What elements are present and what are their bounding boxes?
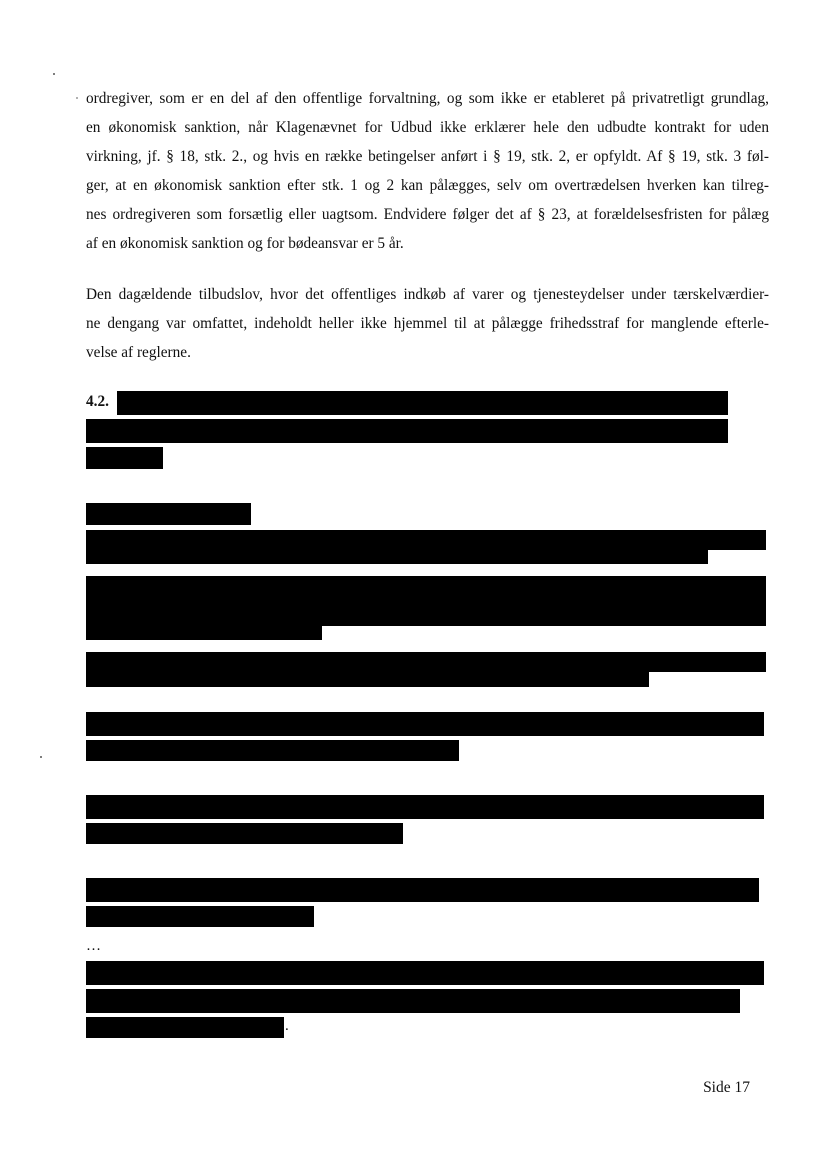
page-number: Side 17 [703, 1079, 750, 1096]
redaction-block [86, 652, 766, 672]
text-line: ne dengang var omfattet, indeholdt heller ikke hjemmel til at pålægge frihedsstraf for manglende efterle- [86, 315, 769, 332]
redaction-block [86, 447, 163, 469]
text-line: nes ordregiveren som forsætlig eller uagtsom. Endvidere følger det af § 23, at forældelsesfristen for pålæg [86, 206, 769, 223]
redaction-block [86, 878, 759, 902]
trailing-period: . [285, 1018, 289, 1034]
redaction-block [86, 548, 708, 564]
redaction-block [117, 391, 728, 415]
ellipsis: … [86, 938, 102, 954]
text-line: en økonomisk sanktion, når Klagenævnet for Udbud ikke erklærer hele den udbudte kontrakt for uden [86, 119, 769, 136]
redaction-block [86, 670, 649, 687]
redaction-block [86, 906, 314, 927]
redaction-block [86, 989, 740, 1013]
redaction-block [86, 712, 764, 736]
text-line: ordregiver, som er en del af den offentlige forvaltning, og som ikke er etableret på privatretligt grundlag, [86, 90, 769, 107]
redaction-block [86, 740, 459, 761]
redaction-block [86, 419, 728, 443]
text-line: Den dagældende tilbudslov, hvor det offentliges indkøb af varer og tjenesteydelser under tærskelværdier- [86, 286, 769, 303]
paragraph-tilbudslov [86, 280, 769, 367]
redaction-block [86, 795, 764, 819]
text-line: ger, at en økonomisk sanktion efter stk. 1 og 2 kan pålægges, selv om overtrædelsen hverken kan tilreg- [86, 177, 769, 194]
redaction-block [86, 576, 766, 626]
redaction-block [86, 530, 766, 550]
text-line: velse af reglerne. [86, 344, 191, 361]
text-line: virkning, jf. § 18, stk. 2., og hvis en række betingelser anført i § 19, stk. 2, er opfyldt. Af § 19, stk. 3 føl- [86, 148, 769, 165]
paragraph-sanctions [86, 84, 769, 258]
redaction-block [86, 961, 764, 985]
scan-speck [40, 756, 42, 758]
redaction-block [86, 1017, 284, 1038]
redaction-block [86, 624, 322, 640]
redaction-block [86, 503, 251, 525]
scan-speck [53, 73, 55, 75]
redaction-block [86, 823, 403, 844]
scan-speck [76, 97, 78, 99]
section-number: 4.2. [86, 393, 109, 410]
text-line: af en økonomisk sanktion og for bødeansvar er 5 år. [86, 235, 404, 252]
